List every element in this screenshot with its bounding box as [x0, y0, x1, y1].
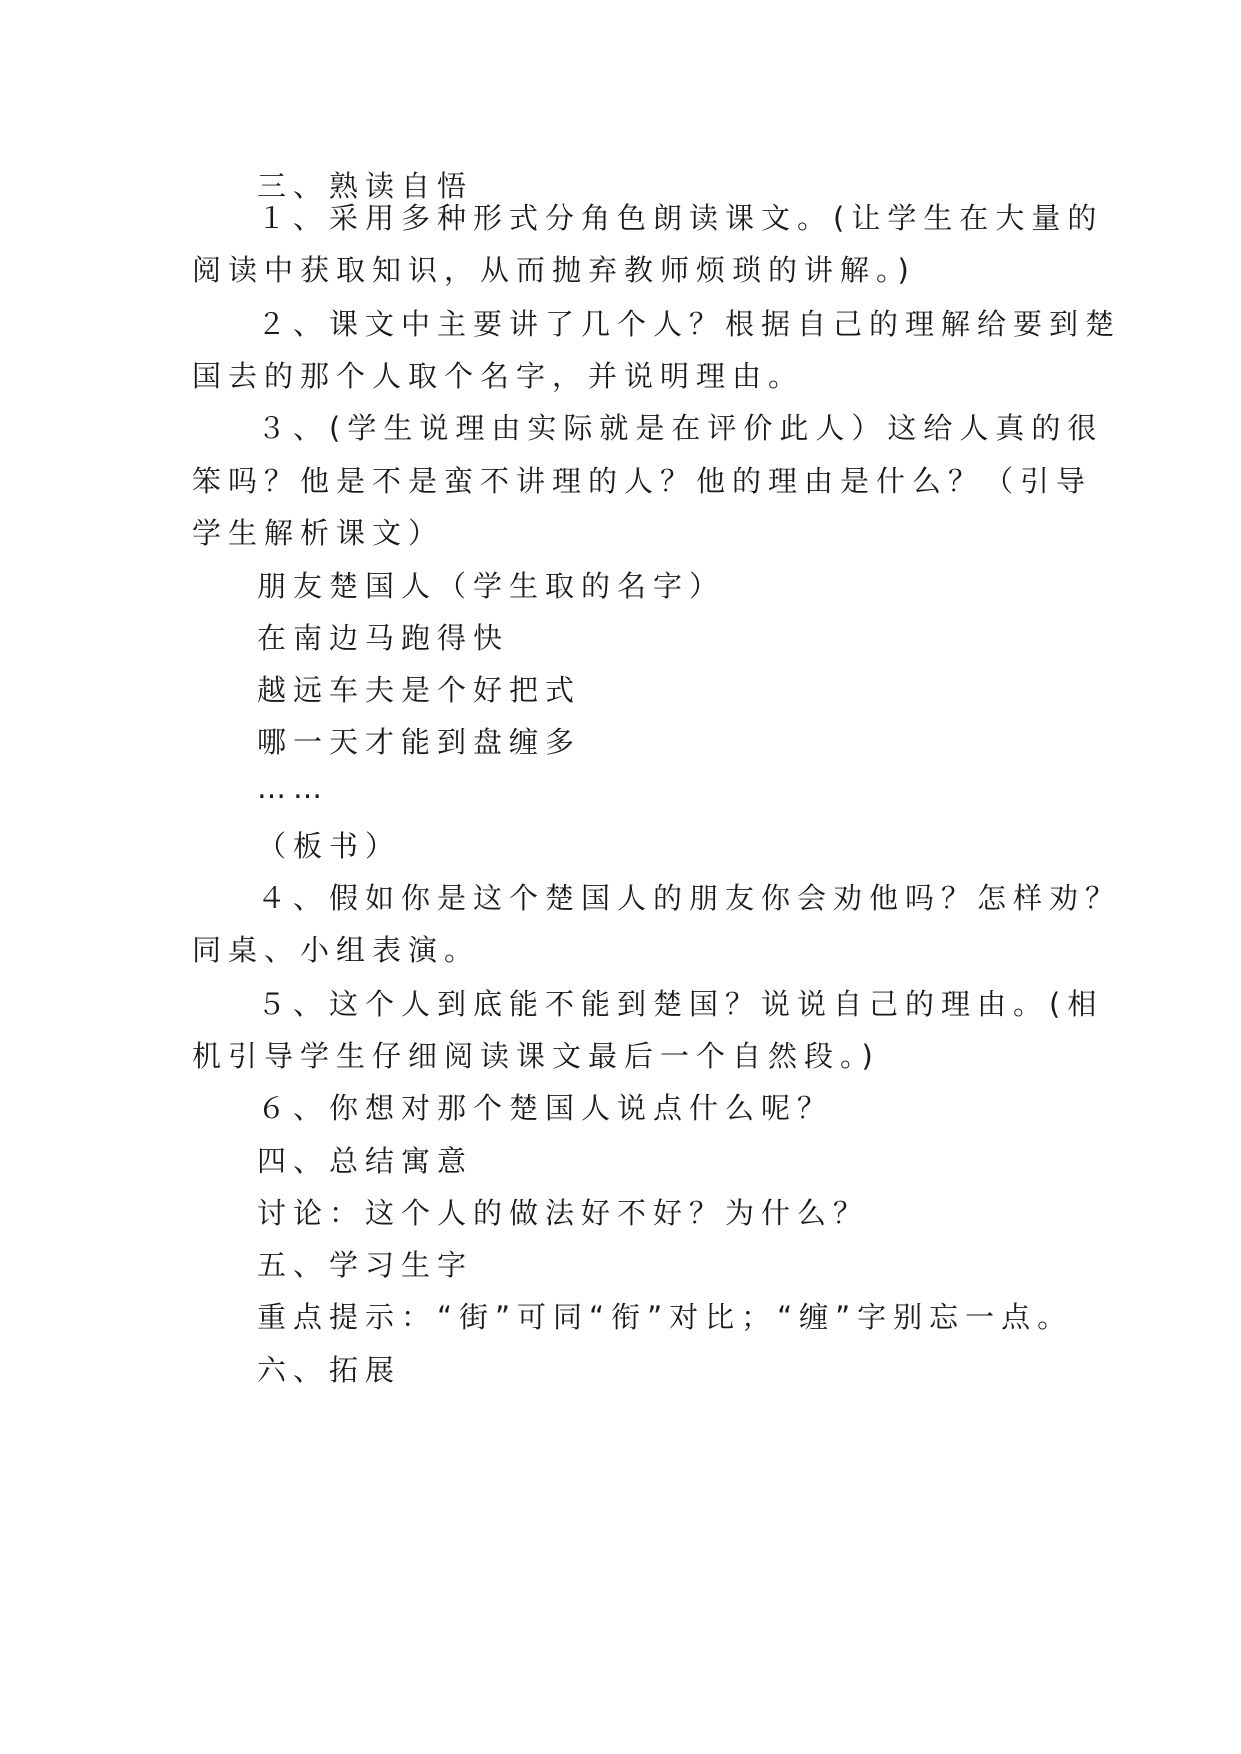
- paragraph-line: 笨吗？他是不是蛮不讲理的人？他的理由是什么？（引导: [192, 464, 1093, 498]
- paragraph-line: 国去的那个人取个名字，并说明理由。: [192, 359, 805, 393]
- paragraph-line: 讨论：这个人的做法好不好？为什么？: [257, 1196, 870, 1230]
- paragraph-line: ２、课文中主要讲了几个人？根据自己的理解给要到楚: [257, 307, 1122, 341]
- paragraph-line: 学生解析课文）: [192, 516, 445, 550]
- paragraph-line: ３、(学生说理由实际就是在评价此人）这给人真的很: [257, 411, 1104, 445]
- paragraph-line: 阅读中获取知识，从而抛弃教师烦琐的讲解。): [192, 253, 916, 287]
- paragraph-line: ５、这个人到底能不能到楚国？说说自己的理由。(相: [257, 987, 1104, 1021]
- blackboard-line: 朋友楚国人（学生取的名字）: [257, 569, 726, 603]
- section-heading-5: 五、学习生字: [257, 1248, 474, 1282]
- section-heading-6: 六、拓展: [257, 1353, 402, 1387]
- blackboard-line: 越远车夫是个好把式: [257, 673, 582, 707]
- blackboard-line: 在南边马跑得快: [257, 621, 510, 655]
- ellipsis-line: ……: [257, 771, 329, 805]
- section-heading-4: 四、总结寓意: [257, 1144, 474, 1178]
- board-note-line: （板书）: [257, 829, 402, 863]
- paragraph-line: １、采用多种形式分角色朗读课文。(让学生在大量的: [257, 201, 1104, 235]
- paragraph-line: 重点提示：“街”可同“衔”对比；“缠”字别忘一点。: [257, 1300, 1074, 1334]
- paragraph-line: ４、假如你是这个楚国人的朋友你会劝他吗？怎样劝？: [257, 881, 1122, 915]
- paragraph-line: 机引导学生仔细阅读课文最后一个自然段。): [192, 1039, 880, 1073]
- section-heading-3: 三、熟读自悟: [257, 169, 474, 203]
- paragraph-line: ６、你想对那个楚国人说点什么呢？: [257, 1091, 834, 1125]
- paragraph-line: 同桌、小组表演。: [192, 933, 481, 967]
- blackboard-line: 哪一天才能到盘缠多: [257, 725, 582, 759]
